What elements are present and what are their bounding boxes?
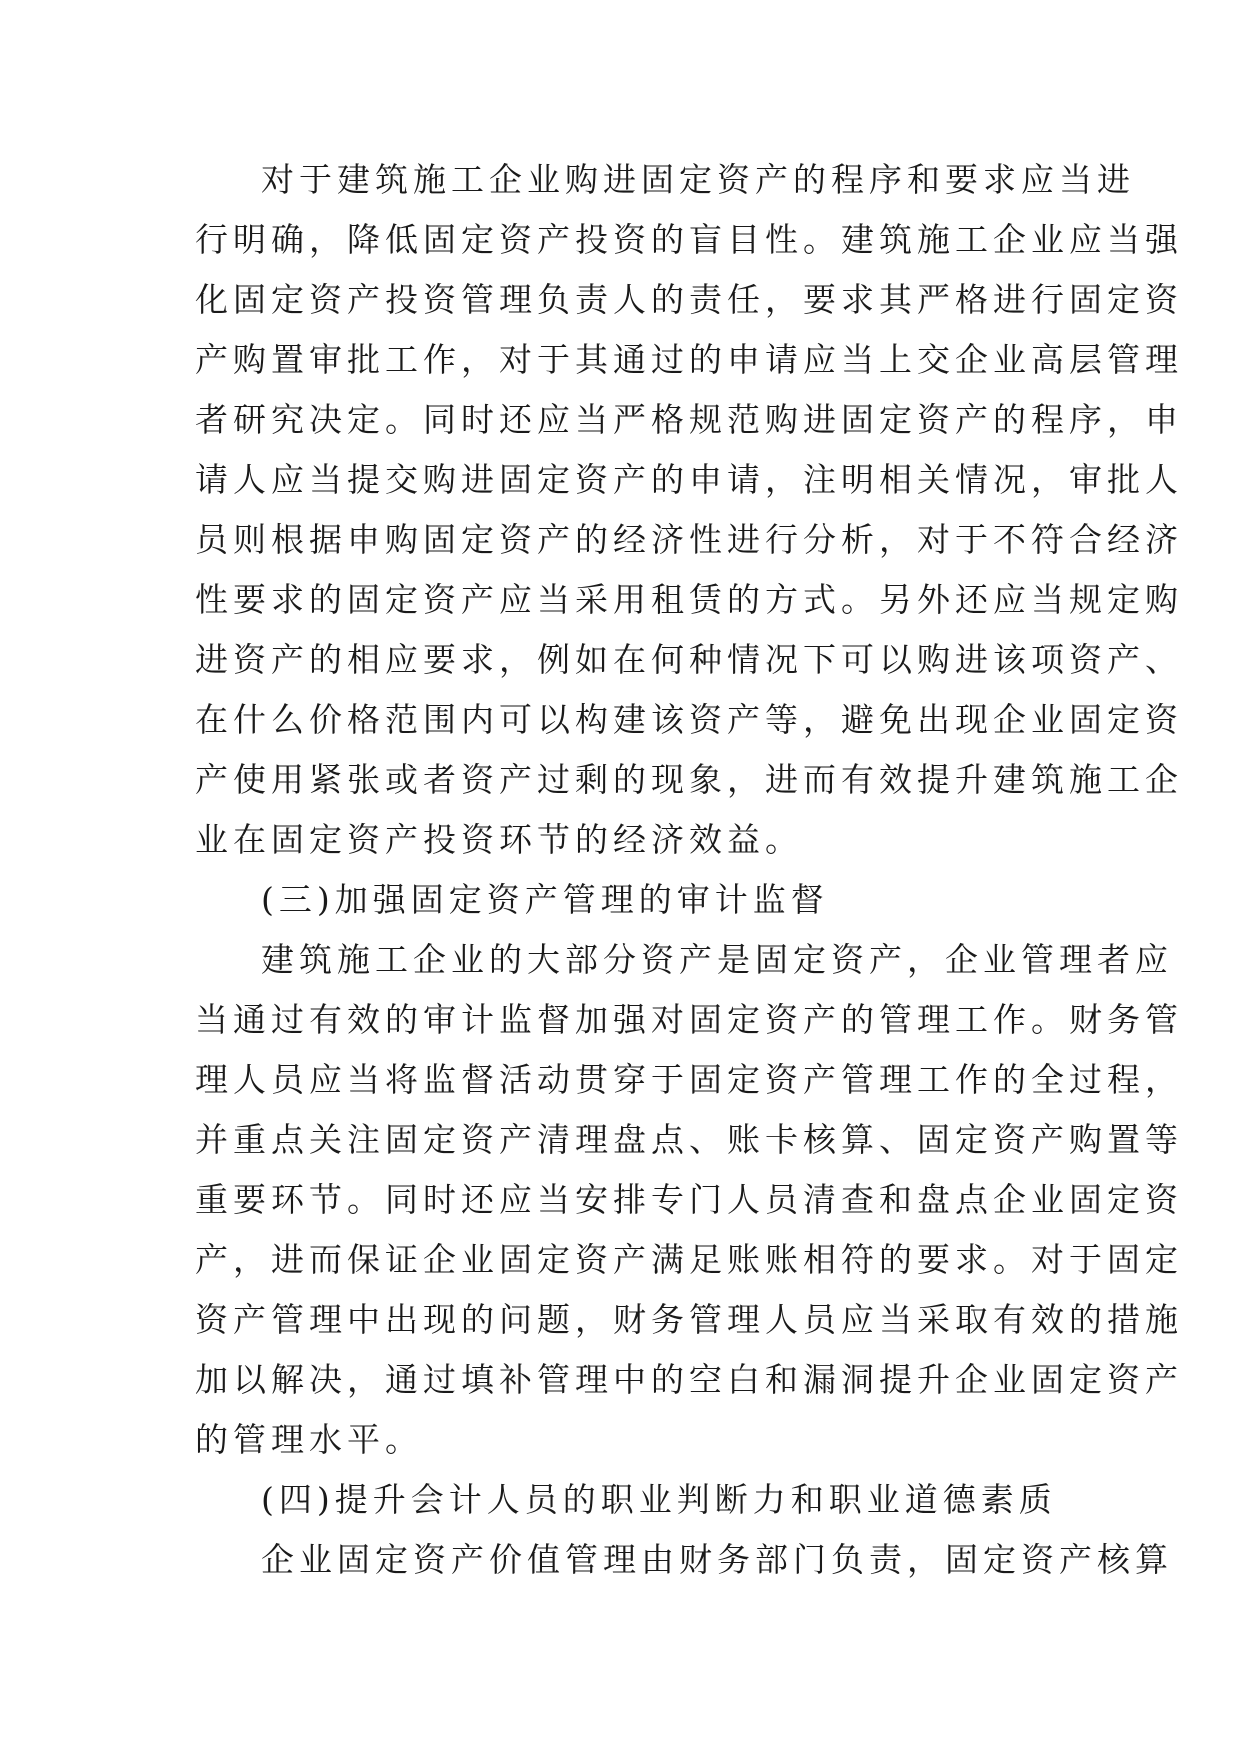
text-line: 对于建筑施工企业购进固定资产的程序和要求应当进 <box>261 160 1135 199</box>
text-line: 企业固定资产价值管理由财务部门负责，固定资产核算 <box>261 1540 1173 1579</box>
text-line: 员则根据申购固定资产的经济性进行分析，对于不符合经济 <box>195 520 1183 559</box>
text-line: 建筑施工企业的大部分资产是固定资产，企业管理者应 <box>261 940 1173 979</box>
text-line: 产，进而保证企业固定资产满足账账相符的要求。对于固定 <box>195 1240 1183 1279</box>
text-line: 加以解决，通过填补管理中的空白和漏洞提升企业固定资产 <box>195 1360 1183 1399</box>
text-line: 产使用紧张或者资产过剩的现象，进而有效提升建筑施工企 <box>195 760 1183 799</box>
text-line: 产购置审批工作，对于其通过的申请应当上交企业高层管理 <box>195 340 1183 379</box>
text-line: 者研究决定。同时还应当严格规范购进固定资产的程序，申 <box>195 400 1183 439</box>
text-line: 当通过有效的审计监督加强对固定资产的管理工作。财务管 <box>195 1000 1183 1039</box>
text-line: 业在固定资产投资环节的经济效益。 <box>195 820 803 859</box>
text-line: 重要环节。同时还应当安排专门人员清查和盘点企业固定资 <box>195 1180 1183 1219</box>
text-line: 的管理水平。 <box>195 1420 423 1459</box>
text-line: (四)提升会计人员的职业判断力和职业道德素质 <box>261 1480 1057 1519</box>
text-line: 并重点关注固定资产清理盘点、账卡核算、固定资产购置等 <box>195 1120 1183 1159</box>
text-line: 化固定资产投资管理负责人的责任，要求其严格进行固定资 <box>195 280 1183 319</box>
text-line: 请人应当提交购进固定资产的申请，注明相关情况，审批人 <box>195 460 1183 499</box>
text-line: 资产管理中出现的问题，财务管理人员应当采取有效的措施 <box>195 1300 1183 1339</box>
document-body <box>195 150 1183 1590</box>
text-line: 行明确，降低固定资产投资的盲目性。建筑施工企业应当强 <box>195 220 1183 259</box>
text-line: 进资产的相应要求，例如在何种情况下可以购进该项资产、 <box>195 640 1183 679</box>
text-line: (三)加强固定资产管理的审计监督 <box>261 880 829 919</box>
text-line: 理人员应当将监督活动贯穿于固定资产管理工作的全过程， <box>195 1060 1183 1099</box>
text-line: 在什么价格范围内可以构建该资产等，避免出现企业固定资 <box>195 700 1183 739</box>
text-line: 性要求的固定资产应当采用租赁的方式。另外还应当规定购 <box>195 580 1183 619</box>
